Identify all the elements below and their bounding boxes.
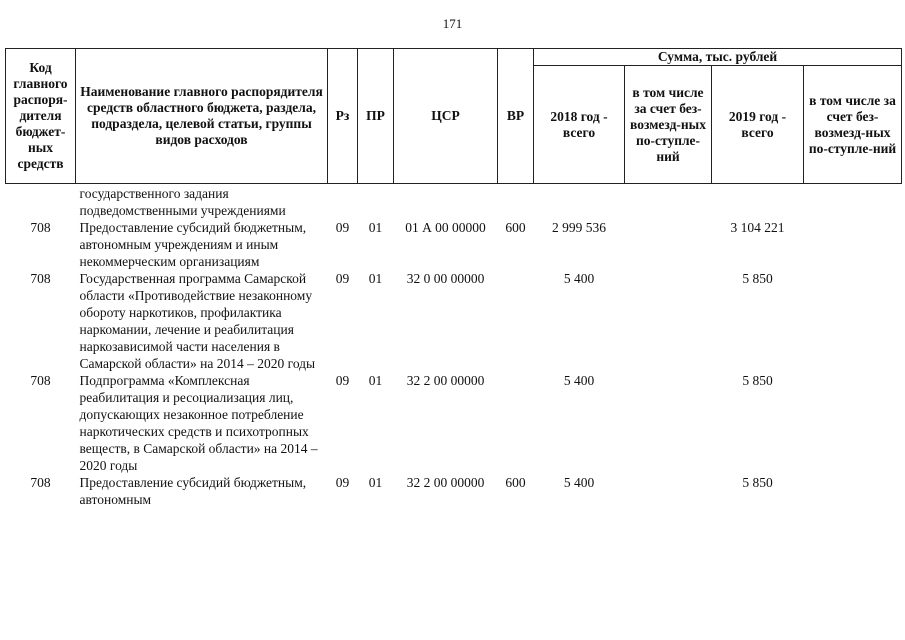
row-2019-free — [804, 372, 902, 474]
header-name: Наименование главного распорядителя средств областного бюджета, раздела, подраздела, целевой статьи, группы видов расходов — [76, 49, 328, 184]
row-2019-total: 5 850 — [742, 271, 773, 286]
table-row — [6, 184, 902, 220]
row-pr — [358, 184, 394, 220]
row-vr — [498, 184, 534, 220]
header-vr: ВР — [498, 49, 534, 184]
row-csr: 32 2 00 00000 — [406, 475, 485, 490]
row-2018-total: 5 400 — [563, 373, 595, 388]
row-name: Государственная программа Самарской области «Противодействие незаконному обороту наркотиков, профилактика наркомании, лечение и реабилитация наркозависимой части населения в Самарской области» на 2014 – 2020 годы — [79, 271, 316, 371]
row-2019-total: 5 850 — [742, 475, 773, 490]
header-2018-free: в том числе за счет без-возмезд-ных по-ступле-ний — [625, 66, 712, 184]
row-code — [6, 184, 76, 220]
row-pr: 01 — [368, 475, 383, 490]
row-rz: 09 — [335, 220, 350, 235]
row-vr: 600 — [505, 220, 526, 235]
table-row — [6, 372, 902, 474]
header-pr: ПР — [358, 49, 394, 184]
row-rz: 09 — [335, 271, 350, 286]
table-row — [6, 219, 902, 270]
row-name: Подпрограмма «Комплексная реабилитация и ресоциализация лиц, допускающих незаконное потребление наркотических средств и психотропных веществ, в Самарской области» на 2014 – 2020 годы — [79, 373, 318, 473]
header-code: Код главного распоря-дителя бюджет-ных средств — [6, 49, 76, 184]
row-2018-total — [534, 184, 625, 220]
row-csr — [394, 184, 498, 220]
row-vr — [498, 372, 534, 474]
header-2018-total: 2018 год - всего — [534, 66, 625, 184]
header-csr: ЦСР — [394, 49, 498, 184]
row-code: 708 — [30, 475, 51, 490]
row-vr: 600 — [505, 475, 526, 490]
budget-table — [5, 48, 902, 508]
row-2019-total: 3 104 221 — [730, 220, 785, 235]
row-2018-total: 5 400 — [563, 475, 595, 490]
row-2018-free — [625, 372, 712, 474]
row-2018-free — [625, 474, 712, 508]
row-2018-free — [625, 184, 712, 220]
header-2019-total: 2019 год - всего — [712, 66, 804, 184]
row-name: Предоставление субсидий бюджетным, автономным учреждениям и иным некоммерческим организациям — [79, 220, 307, 269]
row-rz — [328, 184, 358, 220]
row-2019-free — [804, 474, 902, 508]
row-2019-free — [804, 219, 902, 270]
row-2019-free — [804, 184, 902, 220]
row-csr: 01 А 00 00000 — [405, 220, 486, 235]
row-2019-free — [804, 270, 902, 372]
row-rz: 09 — [335, 373, 350, 388]
row-2018-total: 5 400 — [563, 271, 595, 286]
row-code: 708 — [30, 271, 51, 286]
row-2018-free — [625, 270, 712, 372]
row-2019-total: 5 850 — [742, 373, 773, 388]
row-pr: 01 — [368, 220, 383, 235]
header-sum: Сумма, тыс. рублей — [534, 49, 902, 66]
row-vr — [498, 270, 534, 372]
row-csr: 32 0 00 00000 — [406, 271, 485, 286]
table-row — [6, 270, 902, 372]
header-rz: Рз — [328, 49, 358, 184]
row-name: государственного задания подведомственными учреждениями — [79, 186, 286, 218]
row-name: Предоставление субсидий бюджетным, автономным — [79, 475, 307, 507]
row-2018-free — [625, 219, 712, 270]
page-number: 171 — [442, 16, 463, 31]
row-code: 708 — [30, 220, 51, 235]
row-code: 708 — [30, 373, 51, 388]
table-row — [6, 474, 902, 508]
row-pr: 01 — [368, 373, 383, 388]
header-2019-free: в том числе за счет без-возмезд-ных по-ступле-ний — [804, 66, 902, 184]
row-csr: 32 2 00 00000 — [406, 373, 485, 388]
row-pr: 01 — [368, 271, 383, 286]
row-2019-total — [712, 184, 804, 220]
row-rz: 09 — [335, 475, 350, 490]
row-2018-total: 2 999 536 — [552, 220, 606, 235]
